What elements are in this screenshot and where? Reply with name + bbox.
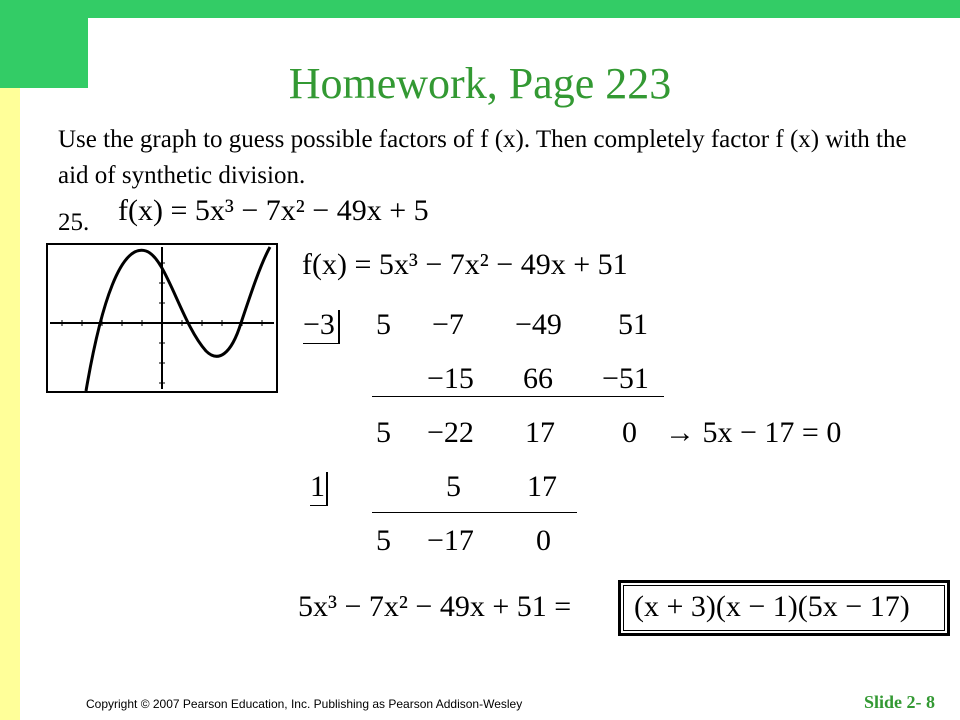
d1-row2-c1: −15 — [427, 362, 474, 395]
function-graph — [46, 243, 278, 393]
given-function: f(x) = 5x³ − 7x² − 49x + 5 — [118, 194, 429, 227]
d2-row2-c1: 5 — [446, 470, 461, 503]
d1-row1-c2: −7 — [432, 308, 464, 341]
left-accent-bar — [0, 88, 20, 720]
d2-row3-c2: −17 — [427, 524, 474, 557]
d1-row3-c2: −22 — [427, 416, 474, 449]
divisor-2-underline — [310, 505, 328, 506]
d1-row3-c1: 5 — [376, 416, 391, 449]
problem-number: 25. — [58, 209, 90, 236]
d1-row3-c3: 17 — [525, 416, 555, 449]
d1-row3-c4: 0 — [622, 416, 637, 449]
divisor-2: 1 — [310, 470, 325, 503]
d1-row1-c3: −49 — [515, 308, 562, 341]
d1-sum-line — [372, 396, 664, 397]
copyright-footer: Copyright © 2007 Pearson Education, Inc. Publishing as Pearson Addison-Wesley — [86, 697, 523, 711]
top-accent-bar — [0, 0, 960, 18]
d2-sum-line — [372, 512, 577, 513]
divisor-1: −3 — [303, 308, 335, 341]
d1-result: → 5x − 17 = 0 — [665, 416, 842, 449]
corrected-function: f(x) = 5x³ − 7x² − 49x + 51 — [302, 248, 628, 281]
instructions-text: Use the graph to guess possible factors of f (x). Then completely factor f (x) with the aid of synthetic division. — [58, 126, 907, 189]
d1-row2-c3: −51 — [602, 362, 649, 395]
graph-svg — [46, 243, 278, 393]
slide-title: Homework, Page 223 — [288, 59, 672, 108]
slide-number: Slide 2- 8 — [864, 692, 936, 712]
d1-row1-c1: 5 — [376, 308, 391, 341]
final-lhs: 5x³ − 7x² − 49x + 51 = — [298, 590, 572, 623]
d2-row3-c3: 0 — [536, 524, 551, 557]
divisor-2-bar — [326, 472, 328, 506]
divisor-1-underline — [303, 343, 339, 344]
divisor-1-bar — [338, 310, 340, 344]
d2-row2-c2: 17 — [527, 470, 557, 503]
d1-row1-c4: 51 — [618, 308, 648, 341]
d2-row3-c1: 5 — [376, 524, 391, 557]
d1-row2-c2: 66 — [523, 362, 553, 395]
final-rhs: (x + 3)(x − 1)(5x − 17) — [634, 590, 910, 623]
